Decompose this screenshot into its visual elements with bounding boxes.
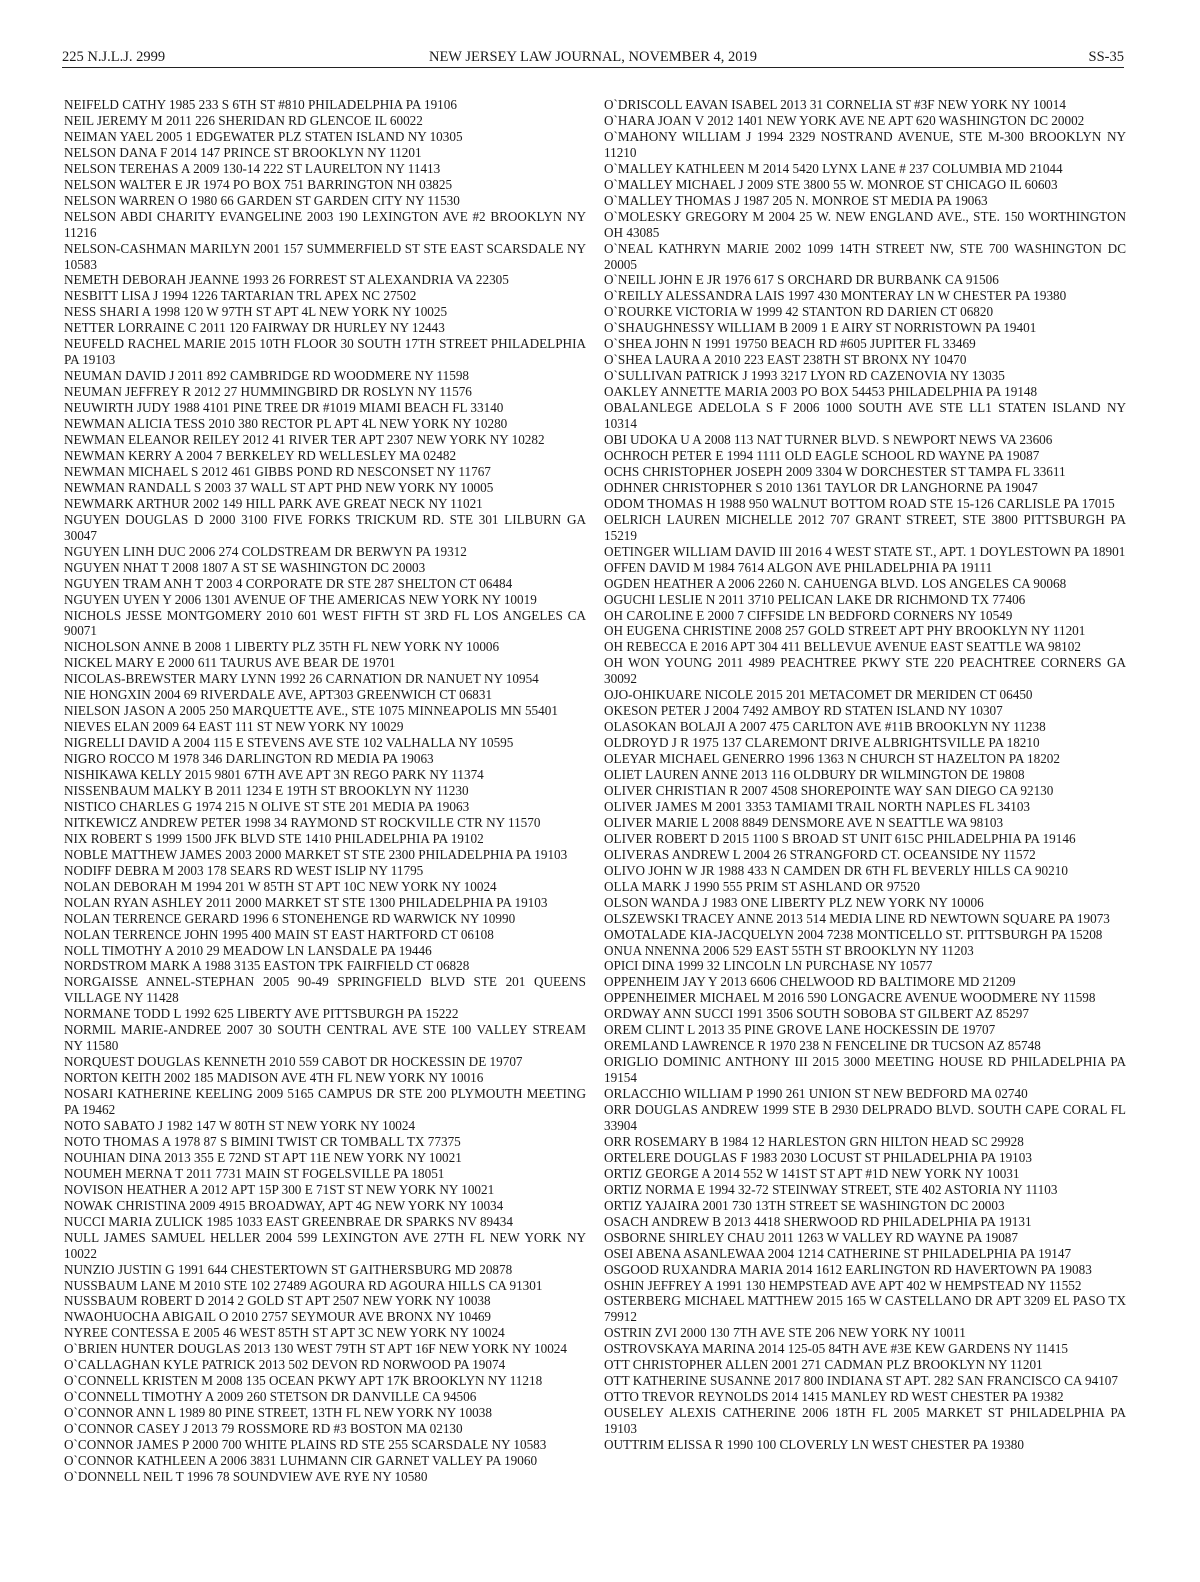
attorney-entry: ORR ROSEMARY B 1984 12 HARLESTON GRN HILTON HEAD SC 29928 — [604, 1133, 1024, 1149]
attorney-entry: O`SHAUGHNESSY WILLIAM B 2009 1 E AIRY ST NORRISTOWN PA 19401 — [604, 320, 1037, 336]
attorney-entry: ONUA NNENNA 2006 529 EAST 55TH ST BROOKLYN NY 11203 — [604, 942, 974, 958]
journal-citation: 225 N.J.L.J. 2999 — [62, 49, 166, 65]
attorney-entry: NEIMAN YAEL 2005 1 EDGEWATER PLZ STATEN ISLAND NY 10305 — [64, 128, 463, 144]
attorney-entry: OREMLAND LAWRENCE R 1970 238 N FENCELINE DR TUCSON AZ 85748 — [604, 1038, 1041, 1054]
attorney-entry: O`MOLESKY GREGORY M 2004 25 W. NEW ENGLAND AVE., STE. 150 WORTHINGTON OH 43085 — [604, 208, 1126, 240]
attorney-entry: O`CONNELL KRISTEN M 2008 135 OCEAN PKWY APT 17K BROOKLYN NY 11218 — [64, 1373, 543, 1389]
right-column-listing — [604, 97, 1126, 1453]
attorney-entry: NIE HONGXIN 2004 69 RIVERDALE AVE, APT303 GREENWICH CT 06831 — [64, 687, 493, 703]
attorney-entry: O`MALLEY KATHLEEN M 2014 5420 LYNX LANE # 237 COLUMBIA MD 21044 — [604, 160, 1063, 176]
attorney-entry: NESS SHARI A 1998 120 W 97TH ST APT 4L NEW YORK NY 10025 — [64, 304, 448, 320]
attorney-entry: OLEYAR MICHAEL GENERRO 1996 1363 N CHURCH ST HAZELTON PA 18202 — [604, 751, 1060, 767]
attorney-entry: OFFEN DAVID M 1984 7614 ALGON AVE PHILADELPHIA PA 19111 — [604, 559, 993, 575]
attorney-entry: NICHOLS JESSE MONTGOMERY 2010 601 WEST FIFTH ST 3RD FL LOS ANGELES CA 90071 — [64, 607, 586, 639]
attorney-entry: NEWMAN ALICIA TESS 2010 380 RECTOR PL APT 4L NEW YORK NY 10280 — [64, 416, 508, 432]
attorney-entry: NEWMAN ELEANOR REILEY 2012 41 RIVER TER APT 2307 NEW YORK NY 10282 — [64, 432, 545, 448]
attorney-entry: ORR DOUGLAS ANDREW 1999 STE B 2930 DELPRADO BLVD. SOUTH CAPE CORAL FL 33904 — [604, 1102, 1126, 1133]
attorney-entry: NIELSON JASON A 2005 250 MARQUETTE AVE., STE 1075 MINNEAPOLIS MN 55401 — [64, 703, 558, 719]
attorney-entry: OH EUGENA CHRISTINE 2008 257 GOLD STREET APT PHY BROOKLYN NY 11201 — [604, 623, 1086, 639]
attorney-entry: NORTON KEITH 2002 185 MADISON AVE 4TH FL NEW YORK NY 10016 — [64, 1070, 484, 1086]
attorney-entry: O`SHEA JOHN N 1991 19750 BEACH RD #605 JUPITER FL 33469 — [604, 336, 976, 352]
attorney-entry: OBI UDOKA U A 2008 113 NAT TURNER BLVD. S NEWPORT NEWS VA 23606 — [604, 432, 1053, 448]
attorney-entry: OLIVER MARIE L 2008 8849 DENSMORE AVE N SEATTLE WA 98103 — [604, 814, 1004, 830]
attorney-entry: NUCCI MARIA ZULICK 1985 1033 EAST GREENBRAE DR SPARKS NV 89434 — [64, 1213, 513, 1229]
attorney-entry: OLSZEWSKI TRACEY ANNE 2013 514 MEDIA LINE RD NEWTOWN SQUARE PA 19073 — [604, 910, 1110, 926]
attorney-entry: O`MAHONY WILLIAM J 1994 2329 NOSTRAND AVENUE, STE M-300 BROOKLYN NY 11210 — [604, 128, 1126, 160]
attorney-entry: OLIVO JOHN W JR 1988 433 N CAMDEN DR 6TH FL BEVERLY HILLS CA 90210 — [604, 862, 1068, 878]
attorney-entry: NEWMAN RANDALL S 2003 37 WALL ST APT PHD NEW YORK NY 10005 — [64, 479, 494, 495]
attorney-entry: NORMANE TODD L 1992 625 LIBERTY AVE PITTSBURGH PA 15222 — [64, 1006, 459, 1022]
attorney-entry: O`CONNOR KATHLEEN A 2006 3831 LUHMANN CIR GARNET VALLEY PA 19060 — [64, 1453, 538, 1469]
attorney-entry: NOLAN DEBORAH M 1994 201 W 85TH ST APT 10C NEW YORK NY 10024 — [64, 878, 497, 894]
attorney-entry: NELSON-CASHMAN MARILYN 2001 157 SUMMERFIELD ST STE EAST SCARSDALE NY 10583 — [64, 240, 586, 272]
attorney-entry: OLIVER CHRISTIAN R 2007 4508 SHOREPOINTE WAY SAN DIEGO CA 92130 — [604, 782, 1054, 798]
attorney-entry: NITKEWICZ ANDREW PETER 1998 34 RAYMOND ST ROCKVILLE CTR NY 11570 — [64, 814, 541, 830]
attorney-entry: O`DRISCOLL EAVAN ISABEL 2013 31 CORNELIA ST #3F NEW YORK NY 10014 — [604, 97, 1066, 112]
attorney-entry: OKESON PETER J 2004 7492 AMBOY RD STATEN ISLAND NY 10307 — [604, 703, 1003, 719]
attorney-entry: OSACH ANDREW B 2013 4418 SHERWOOD RD PHILADELPHIA PA 19131 — [604, 1213, 1032, 1229]
attorney-entry: O`NEILL JOHN E JR 1976 617 S ORCHARD DR BURBANK CA 91506 — [604, 272, 999, 288]
attorney-entry: NELSON DANA F 2014 147 PRINCE ST BROOKLYN NY 11201 — [64, 144, 422, 160]
attorney-entry: O`HARA JOAN V 2012 1401 NEW YORK AVE NE APT 620 WASHINGTON DC 20002 — [604, 112, 1085, 128]
attorney-entry: OCHS CHRISTOPHER JOSEPH 2009 3304 W DORCHESTER ST TAMPA FL 33611 — [604, 463, 1066, 479]
publication-title: NEW JERSEY LAW JOURNAL, NOVEMBER 4, 2019 — [428, 49, 758, 65]
attorney-entry: OPPENHEIMER MICHAEL M 2016 590 LONGACRE AVENUE WOODMERE NY 11598 — [604, 990, 1096, 1006]
attorney-entry: NISTICO CHARLES G 1974 215 N OLIVE ST STE 201 MEDIA PA 19063 — [64, 798, 470, 814]
attorney-entry: OSGOOD RUXANDRA MARIA 2014 1612 EARLINGTON RD HAVERTOWN PA 19083 — [604, 1261, 1092, 1277]
attorney-entry: NELSON TEREHAS A 2009 130-14 222 ST LAURELTON NY 11413 — [64, 160, 441, 176]
attorney-entry: NIGRO ROCCO M 1978 346 DARLINGTON RD MEDIA PA 19063 — [64, 751, 434, 767]
attorney-entry: NULL JAMES SAMUEL HELLER 2004 599 LEXINGTON AVE 27TH FL NEW YORK NY 10022 — [64, 1229, 586, 1261]
attorney-entry: NELSON WARREN O 1980 66 GARDEN ST GARDEN CITY NY 11530 — [64, 192, 460, 208]
attorney-entry: ORLACCHIO WILLIAM P 1990 261 UNION ST NEW BEDFORD MA 02740 — [604, 1086, 1028, 1102]
attorney-entry: NGUYEN LINH DUC 2006 274 COLDSTREAM DR BERWYN PA 19312 — [64, 543, 467, 559]
attorney-entry: ODOM THOMAS H 1988 950 WALNUT BOTTOM ROAD STE 15-126 CARLISLE PA 17015 — [604, 495, 1115, 511]
attorney-entry: NISSENBAUM MALKY B 2011 1234 E 19TH ST BROOKLYN NY 11230 — [64, 782, 469, 798]
attorney-entry: OSTRIN ZVI 2000 130 7TH AVE STE 206 NEW YORK NY 10011 — [604, 1325, 966, 1341]
attorney-entry: O`NEAL KATHRYN MARIE 2002 1099 14TH STREET NW, STE 700 WASHINGTON DC 20005 — [604, 240, 1126, 272]
attorney-entry: OSHIN JEFFREY A 1991 130 HEMPSTEAD AVE APT 402 W HEMPSTEAD NY 11552 — [604, 1277, 1082, 1293]
attorney-entry: O`BRIEN HUNTER DOUGLAS 2013 130 WEST 79TH ST APT 16F NEW YORK NY 10024 — [64, 1341, 567, 1357]
attorney-entry: NGUYEN UYEN Y 2006 1301 AVENUE OF THE AMERICAS NEW YORK NY 10019 — [64, 591, 537, 607]
attorney-entry: NEWMAN MICHAEL S 2012 461 GIBBS POND RD NESCONSET NY 11767 — [64, 463, 491, 479]
attorney-entry: NEIFELD CATHY 1985 233 S 6TH ST #810 PHILADELPHIA PA 19106 — [64, 97, 457, 112]
attorney-entry: NICOLAS-BREWSTER MARY LYNN 1992 26 CARNATION DR NANUET NY 10954 — [64, 671, 539, 687]
attorney-entry: NOUHIAN DINA 2013 355 E 72ND ST APT 11E NEW YORK NY 10021 — [64, 1149, 462, 1165]
attorney-entry: NEUFELD RACHEL MARIE 2015 10TH FLOOR 30 SOUTH 17TH STREET PHILADELPHIA PA 19103 — [64, 336, 586, 368]
attorney-entry: O`DONNELL NEIL T 1996 78 SOUNDVIEW AVE RYE NY 10580 — [64, 1468, 428, 1484]
attorney-entry: OLDROYD J R 1975 137 CLAREMONT DRIVE ALBRIGHTSVILLE PA 18210 — [604, 735, 1040, 751]
attorney-entry: OPICI DINA 1999 32 LINCOLN LN PURCHASE NY 10577 — [604, 958, 933, 974]
attorney-entry: NODIFF DEBRA M 2003 178 SEARS RD WEST ISLIP NY 11795 — [64, 862, 424, 878]
attorney-entry: OH WON YOUNG 2011 4989 PEACHTREE PKWY STE 220 PEACHTREE CORNERS GA 30092 — [604, 655, 1126, 687]
attorney-entry: O`CONNOR ANN L 1989 80 PINE STREET, 13TH FL NEW YORK NY 10038 — [64, 1405, 492, 1421]
attorney-entry: NESBITT LISA J 1994 1226 TARTARIAN TRL APEX NC 27502 — [64, 288, 417, 304]
attorney-entry: OMOTALADE KIA-JACQUELYN 2004 7238 MONTICELLO ST. PITTSBURGH PA 15208 — [604, 926, 1103, 942]
attorney-entry: OLASOKAN BOLAJI A 2007 475 CARLTON AVE #11B BROOKLYN NY 11238 — [604, 719, 1046, 735]
attorney-entry: NEUMAN DAVID J 2011 892 CAMBRIDGE RD WOODMERE NY 11598 — [64, 368, 470, 384]
attorney-entry: ORTELERE DOUGLAS F 1983 2030 LOCUST ST PHILADELPHIA PA 19103 — [604, 1149, 1032, 1165]
attorney-entry: OLIVERAS ANDREW L 2004 26 STRANGFORD CT. OCEANSIDE NY 11572 — [604, 846, 1036, 862]
attorney-entry: OELRICH LAUREN MICHELLE 2012 707 GRANT STREET, STE 3800 PITTSBURGH PA 15219 — [604, 511, 1126, 543]
attorney-entry: O`CONNELL TIMOTHY A 2009 260 STETSON DR DANVILLE CA 94506 — [64, 1389, 477, 1405]
attorney-entry: NUNZIO JUSTIN G 1991 644 CHESTERTOWN ST GAITHERSBURG MD 20878 — [64, 1261, 513, 1277]
attorney-entry: OCHROCH PETER E 1994 1111 OLD EAGLE SCHOOL RD WAYNE PA 19087 — [604, 447, 1040, 463]
attorney-entry: O`CALLAGHAN KYLE PATRICK 2013 502 DEVON RD NORWOOD PA 19074 — [64, 1357, 506, 1373]
attorney-entry: NOVISON HEATHER A 2012 APT 15P 300 E 71ST ST NEW YORK NY 10021 — [64, 1181, 495, 1197]
attorney-entry: ORTIZ GEORGE A 2014 552 W 141ST ST APT #1D NEW YORK NY 10031 — [604, 1165, 1020, 1181]
attorney-entry: NETTER LORRAINE C 2011 120 FAIRWAY DR HURLEY NY 12443 — [64, 320, 445, 336]
attorney-entry: O`SHEA LAURA A 2010 223 EAST 238TH ST BRONX NY 10470 — [604, 352, 967, 368]
attorney-entry: OREM CLINT L 2013 35 PINE GROVE LANE HOCKESSIN DE 19707 — [604, 1022, 996, 1038]
attorney-entry: OLIVER ROBERT D 2015 1100 S BROAD ST UNIT 615C PHILADELPHIA PA 19146 — [604, 830, 1076, 846]
page-number: SS-35 — [1088, 49, 1124, 65]
attorney-entry: OLLA MARK J 1990 555 PRIM ST ASHLAND OR 97520 — [604, 878, 920, 894]
attorney-entry: NORQUEST DOUGLAS KENNETH 2010 559 CABOT DR HOCKESSIN DE 19707 — [64, 1054, 523, 1070]
attorney-entry: OSBORNE SHIRLEY CHAU 2011 1263 W VALLEY RD WAYNE PA 19087 — [604, 1229, 1018, 1245]
attorney-entry: O`CONNOR JAMES P 2000 700 WHITE PLAINS RD STE 255 SCARSDALE NY 10583 — [64, 1437, 547, 1453]
attorney-entry: OPPENHEIM JAY Y 2013 6606 CHELWOOD RD BALTIMORE MD 21209 — [604, 974, 1016, 990]
attorney-entry: NISHIKAWA KELLY 2015 9801 67TH AVE APT 3N REGO PARK NY 11374 — [64, 767, 484, 783]
attorney-entry: O`MALLEY MICHAEL J 2009 STE 3800 55 W. MONROE ST CHICAGO IL 60603 — [604, 176, 1058, 192]
attorney-entry: ORTIZ NORMA E 1994 32-72 STEINWAY STREET, STE 402 ASTORIA NY 11103 — [604, 1181, 1058, 1197]
attorney-entry: OH CAROLINE E 2000 7 CIFFSIDE LN BEDFORD CORNERS NY 10549 — [604, 607, 1013, 623]
attorney-entry: NUSSBAUM LANE M 2010 STE 102 27489 AGOURA RD AGOURA HILLS CA 91301 — [64, 1277, 543, 1293]
attorney-entry: NOBLE MATTHEW JAMES 2003 2000 MARKET ST STE 2300 PHILADELPHIA PA 19103 — [64, 846, 568, 862]
attorney-entry: OJO-OHIKUARE NICOLE 2015 201 METACOMET DR MERIDEN CT 06450 — [604, 687, 1033, 703]
attorney-entry: NYREE CONTESSA E 2005 46 WEST 85TH ST APT 3C NEW YORK NY 10024 — [64, 1325, 505, 1341]
attorney-entry: OLIET LAUREN ANNE 2013 116 OLDBURY DR WILMINGTON DE 19808 — [604, 767, 1025, 783]
attorney-entry: NOWAK CHRISTINA 2009 4915 BROADWAY, APT 4G NEW YORK NY 10034 — [64, 1197, 504, 1213]
attorney-entry: O`MALLEY THOMAS J 1987 205 N. MONROE ST MEDIA PA 19063 — [604, 192, 988, 208]
attorney-entry: OLSON WANDA J 1983 ONE LIBERTY PLZ NEW YORK NY 10006 — [604, 894, 984, 910]
attorney-entry: O`REILLY ALESSANDRA LAIS 1997 430 MONTERAY LN W CHESTER PA 19380 — [604, 288, 1067, 304]
attorney-entry: OGUCHI LESLIE N 2011 3710 PELICAN LAKE DR RICHMOND TX 77406 — [604, 591, 1026, 607]
attorney-entry: NELSON ABDI CHARITY EVANGELINE 2003 190 LEXINGTON AVE #2 BROOKLYN NY 11216 — [64, 208, 586, 240]
attorney-entry: ODHNER CHRISTOPHER S 2010 1361 TAYLOR DR LANGHORNE PA 19047 — [604, 479, 1038, 495]
attorney-entry: NOTO THOMAS A 1978 87 S BIMINI TWIST CR TOMBALL TX 77375 — [64, 1133, 461, 1149]
attorney-entry: NEMETH DEBORAH JEANNE 1993 26 FORREST ST ALEXANDRIA VA 22305 — [64, 272, 509, 288]
attorney-entry: NIGRELLI DAVID A 2004 115 E STEVENS AVE STE 102 VALHALLA NY 10595 — [64, 735, 514, 751]
attorney-entry: O`ROURKE VICTORIA W 1999 42 STANTON RD DARIEN CT 06820 — [604, 304, 994, 320]
attorney-entry: OTT KATHERINE SUSANNE 2017 800 INDIANA ST APT. 282 SAN FRANCISCO CA 94107 — [604, 1373, 1118, 1389]
attorney-entry: OLIVER JAMES M 2001 3353 TAMIAMI TRAIL NORTH NAPLES FL 34103 — [604, 798, 1031, 814]
page-header — [62, 47, 1124, 68]
attorney-entry: O`CONNOR CASEY J 2013 79 ROSSMORE RD #3 BOSTON MA 02130 — [64, 1421, 463, 1437]
attorney-entry: OTTO TREVOR REYNOLDS 2014 1415 MANLEY RD WEST CHESTER PA 19382 — [604, 1389, 1064, 1405]
attorney-entry: NORGAISSE ANNEL-STEPHAN 2005 90-49 SPRINGFIELD BLVD STE 201 QUEENS VILLAGE NY 11428 — [64, 974, 586, 1006]
attorney-entry: NICKEL MARY E 2000 611 TAURUS AVE BEAR DE 19701 — [64, 655, 396, 671]
attorney-entry: NORMIL MARIE-ANDREE 2007 30 SOUTH CENTRAL AVE STE 100 VALLEY STREAM NY 11580 — [64, 1022, 586, 1054]
attorney-entry: OBALANLEGE ADELOLA S F 2006 1000 SOUTH AVE STE LL1 STATEN ISLAND NY 10314 — [604, 400, 1126, 432]
attorney-entry: NWAOHUOCHA ABIGAIL O 2010 2757 SEYMOUR AVE BRONX NY 10469 — [64, 1309, 492, 1325]
attorney-entry: OUSELEY ALEXIS CATHERINE 2006 18TH FL 2005 MARKET ST PHILADELPHIA PA 19103 — [604, 1405, 1126, 1437]
attorney-entry: ORTIZ YAJAIRA 2001 730 13TH STREET SE WASHINGTON DC 20003 — [604, 1197, 1005, 1213]
attorney-entry: NIX ROBERT S 1999 1500 JFK BLVD STE 1410 PHILADELPHIA PA 19102 — [64, 830, 484, 846]
attorney-entry: NEUWIRTH JUDY 1988 4101 PINE TREE DR #1019 MIAMI BEACH FL 33140 — [64, 400, 504, 416]
attorney-entry: OH REBECCA E 2016 APT 304 411 BELLEVUE AVENUE EAST SEATTLE WA 98102 — [604, 639, 1081, 655]
attorney-entry: OUTTRIM ELISSA R 1990 100 CLOVERLY LN WEST CHESTER PA 19380 — [604, 1437, 1024, 1453]
attorney-entry: O`SULLIVAN PATRICK J 1993 3217 LYON RD CAZENOVIA NY 13035 — [604, 368, 1005, 384]
attorney-entry: OSTERBERG MICHAEL MATTHEW 2015 165 W CASTELLANO DR APT 3209 EL PASO TX 79912 — [604, 1293, 1126, 1325]
attorney-entry: NOLAN RYAN ASHLEY 2011 2000 MARKET ST STE 1300 PHILADELPHIA PA 19103 — [64, 894, 548, 910]
attorney-entry: NELSON WALTER E JR 1974 PO BOX 751 BARRINGTON NH 03825 — [64, 176, 453, 192]
attorney-entry: OETINGER WILLIAM DAVID III 2016 4 WEST STATE ST., APT. 1 DOYLESTOWN PA 18901 — [604, 543, 1126, 559]
attorney-entry: NEWMAN KERRY A 2004 7 BERKELEY RD WELLESLEY MA 02482 — [64, 447, 457, 463]
attorney-entry: NEIL JEREMY M 2011 226 SHERIDAN RD GLENCOE IL 60022 — [64, 112, 423, 128]
left-column-listing — [64, 97, 586, 1485]
attorney-entry: OGDEN HEATHER A 2006 2260 N. CAHUENGA BLVD. LOS ANGELES CA 90068 — [604, 575, 1067, 591]
attorney-entry: NOTO SABATO J 1982 147 W 80TH ST NEW YORK NY 10024 — [64, 1118, 416, 1133]
attorney-entry: OSEI ABENA ASANLEWAA 2004 1214 CATHERINE ST PHILADELPHIA PA 19147 — [604, 1245, 1072, 1261]
attorney-entry: NOUMEH MERNA T 2011 7731 MAIN ST FOGELSVILLE PA 18051 — [64, 1165, 445, 1181]
attorney-entry: ORDWAY ANN SUCCI 1991 3506 SOUTH SOBOBA ST GILBERT AZ 85297 — [604, 1006, 1029, 1022]
attorney-entry: OTT CHRISTOPHER ALLEN 2001 271 CADMAN PLZ BROOKLYN NY 11201 — [604, 1357, 1043, 1373]
attorney-entry: NORDSTROM MARK A 1988 3135 EASTON TPK FAIRFIELD CT 06828 — [64, 958, 470, 974]
attorney-entry: NGUYEN NHAT T 2008 1807 A ST SE WASHINGTON DC 20003 — [64, 559, 426, 575]
attorney-entry: OSTROVSKAYA MARINA 2014 125-05 84TH AVE #3E KEW GARDENS NY 11415 — [604, 1341, 1069, 1357]
attorney-entry: ORIGLIO DOMINIC ANTHONY III 2015 3000 MEETING HOUSE RD PHILADELPHIA PA 19154 — [604, 1054, 1126, 1086]
attorney-entry: NGUYEN TRAM ANH T 2003 4 CORPORATE DR STE 287 SHELTON CT 06484 — [64, 575, 513, 591]
attorney-entry: NGUYEN DOUGLAS D 2000 3100 FIVE FORKS TRICKUM RD. STE 301 LILBURN GA 30047 — [64, 511, 586, 543]
attorney-entry: NOLAN TERRENCE GERARD 1996 6 STONEHENGE RD WARWICK NY 10990 — [64, 910, 516, 926]
attorney-entry: NEUMAN JEFFREY R 2012 27 HUMMINGBIRD DR ROSLYN NY 11576 — [64, 384, 472, 400]
attorney-entry: NOLL TIMOTHY A 2010 29 MEADOW LN LANSDALE PA 19446 — [64, 942, 432, 958]
attorney-entry: NEWMARK ARTHUR 2002 149 HILL PARK AVE GREAT NECK NY 11021 — [64, 495, 483, 511]
attorney-entry: NICHOLSON ANNE B 2008 1 LIBERTY PLZ 35TH FL NEW YORK NY 10006 — [64, 639, 500, 655]
attorney-entry: NIEVES ELAN 2009 64 EAST 111 ST NEW YORK NY 10029 — [64, 719, 404, 735]
attorney-entry: NOSARI KATHERINE KEELING 2009 5165 CAMPUS DR STE 200 PLYMOUTH MEETING PA 19462 — [64, 1086, 586, 1118]
attorney-entry: NUSSBAUM ROBERT D 2014 2 GOLD ST APT 2507 NEW YORK NY 10038 — [64, 1293, 491, 1309]
attorney-entry: NOLAN TERRENCE JOHN 1995 400 MAIN ST EAST HARTFORD CT 06108 — [64, 926, 494, 942]
attorney-entry: OAKLEY ANNETTE MARIA 2003 PO BOX 54453 PHILADELPHIA PA 19148 — [604, 384, 1038, 400]
